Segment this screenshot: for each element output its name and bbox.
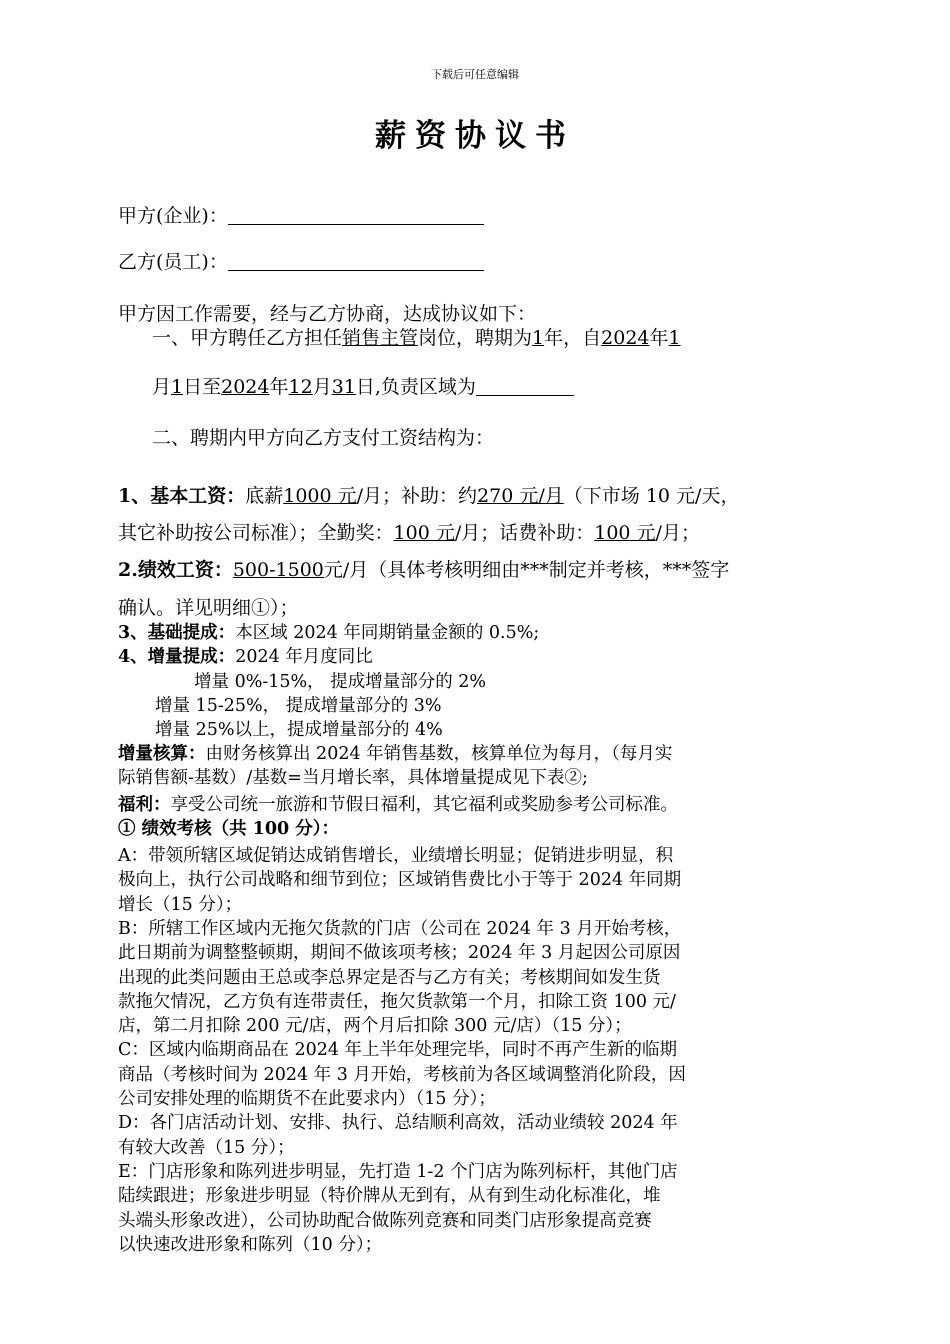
position-value: 销售主管 [342, 327, 419, 349]
end-year-value: 2024 [221, 376, 270, 398]
assessment-line: 头端头形象改进），公司协助配合做陈列竞赛和同类门店形象提高竞赛 [118, 1210, 652, 1231]
region-blank [476, 375, 574, 396]
tier-item: 增量 15-25%， 提成增量部分的 3% [155, 696, 442, 716]
clause2-line: 二、聘期内甲方向乙方支付工资结构为： [152, 427, 495, 449]
assessment-line: 陆续跟进；形象进步明显（特价牌从无到有，从有到生动化标准化，堆 [118, 1186, 661, 1207]
assessment-line: 极向上，执行公司战略和细节到位；区域销售费比小于等于 2024 年同期 [118, 870, 682, 891]
party-a-line [118, 204, 950, 228]
base-commission-line: 3、基础提成：本区域 2024 年同期销量金额的 0.5%; [118, 623, 540, 643]
clause1-line2: 月1日至2024年12月31日,负责区域为 [152, 375, 950, 399]
base-salary-line1: 1、基本工资：底薪1000 元/月；补助：约270 元/月（下市场 10 元/天， [118, 485, 740, 507]
party-b-label: 乙方(员工)： [118, 251, 228, 273]
start-day-value: 1 [171, 376, 184, 398]
assessment-line: 有较大改善（15 分）； [118, 1137, 295, 1158]
performance-range-value: 500-1500 [232, 559, 324, 581]
base-salary-line2: 其它补助按公司标准）；全勤奖：100 元/月；话费补助：100 元/月； [118, 522, 700, 544]
assessment-line: 公司安排处理的临期货不在此要求内）（15 分）； [118, 1089, 496, 1109]
assessment-line: 出现的此类问题由王总或李总界定是否与乙方有关；考核期间如发生货 [118, 967, 661, 988]
party-a-label: 甲方(企业)： [118, 205, 228, 227]
assessment-line: C：区域内临期商品在 2024 年上半年处理完毕，同时不再产生新的临期 [118, 1040, 678, 1061]
increment-calc-line1: 增量核算：由财务核算出 2024 年销售基数，核算单位为每月，（每月实 [118, 744, 673, 764]
base-salary-label: 1、基本工资： [118, 485, 246, 507]
end-month-value: 12 [288, 376, 313, 398]
welfare-label: 福利： [118, 795, 171, 815]
start-year-value: 2024 [601, 327, 650, 349]
party-b-blank [228, 250, 484, 271]
assessment-line: D：各门店活动计划、安排、执行、总结顺利高效，活动业绩较 2024 年 [118, 1113, 678, 1134]
performance-salary-line1: 2.绩效工资：500-1500元/月（具体考核明细由***制定并考核，***签字 [118, 559, 730, 581]
party-a-blank [228, 204, 484, 225]
incremental-commission-line: 4、增量提成：2024 年月度同比 [118, 647, 373, 667]
assessment-line: E：门店形象和陈列进步明显，先打造 1-2 个门店为陈列标杆，其他门店 [118, 1161, 678, 1182]
intro-line: 甲方因工作需要，经与乙方协商，达成协议如下： [118, 303, 537, 325]
term-value: 1 [532, 327, 545, 349]
assessment-line: B：所辖工作区域内无拖欠货款的门店（公司在 2024 年 3 月开始考核， [118, 918, 682, 939]
assessment-line: 以快速改进形象和陈列（10 分）； [118, 1234, 383, 1255]
assessment-line: A：带领所辖区域促销达成销售增长，业绩增长明显；促销进步明显，积 [118, 846, 674, 866]
assessment-line: 此日期前为调整整顿期，期间不做该项考核；2024 年 3 月起因公司原因 [118, 943, 681, 964]
welfare-line: 福利：享受公司统一旅游和节假日福利，其它福利或奖励参考公司标准。 [118, 795, 678, 815]
end-day-value: 31 [331, 376, 356, 398]
base-commission-label: 3、基础提成： [118, 623, 236, 643]
incremental-commission-label: 4、增量提成： [118, 647, 236, 667]
clause1-line1: 一、甲方聘任乙方担任销售主管岗位，聘期为1年，自2024年1 [152, 327, 681, 349]
assessment-title: ① 绩效考核（共 100 分）： [118, 819, 340, 839]
start-month-value: 1 [668, 327, 681, 349]
performance-salary-line2: 确认。详见明细①）； [118, 597, 299, 619]
assessment-line: 商品（考核时间为 2024 年 3 月开始，考核前为各区域调整消化阶段，因 [118, 1064, 686, 1085]
phone-allowance-value: 100 元 [594, 522, 656, 544]
document-title: 薪资协议书 [375, 118, 575, 154]
assessment-line: 店，第二月扣除 200 元/店，两个月后扣除 300 元/店）（15 分）； [118, 1016, 632, 1037]
tier-item: 增量 0%-15%， 提成增量部分的 2% [194, 672, 487, 692]
increment-calc-label: 增量核算： [118, 744, 206, 764]
assessment-line: 增长（15 分）； [118, 894, 243, 915]
party-b-line [118, 250, 950, 274]
allowance-value: 270 元/月 [477, 485, 564, 507]
increment-calc-line2: 际销售额-基数）/基数=当月增长率，具体增量提成见下表②; [118, 768, 588, 788]
performance-salary-label: 2.绩效工资： [118, 559, 233, 581]
base-salary-value: 1000 元 [283, 485, 357, 507]
tier-item: 增量 25%以上，提成增量部分的 4% [155, 720, 443, 740]
assessment-line: 款拖欠情况，乙方负有连带责任，拖欠货款第一个月，扣除工资 100 元/ [118, 991, 676, 1012]
header-note: 下载后可任意编辑 [431, 68, 519, 81]
attendance-value: 100 元 [393, 522, 455, 544]
